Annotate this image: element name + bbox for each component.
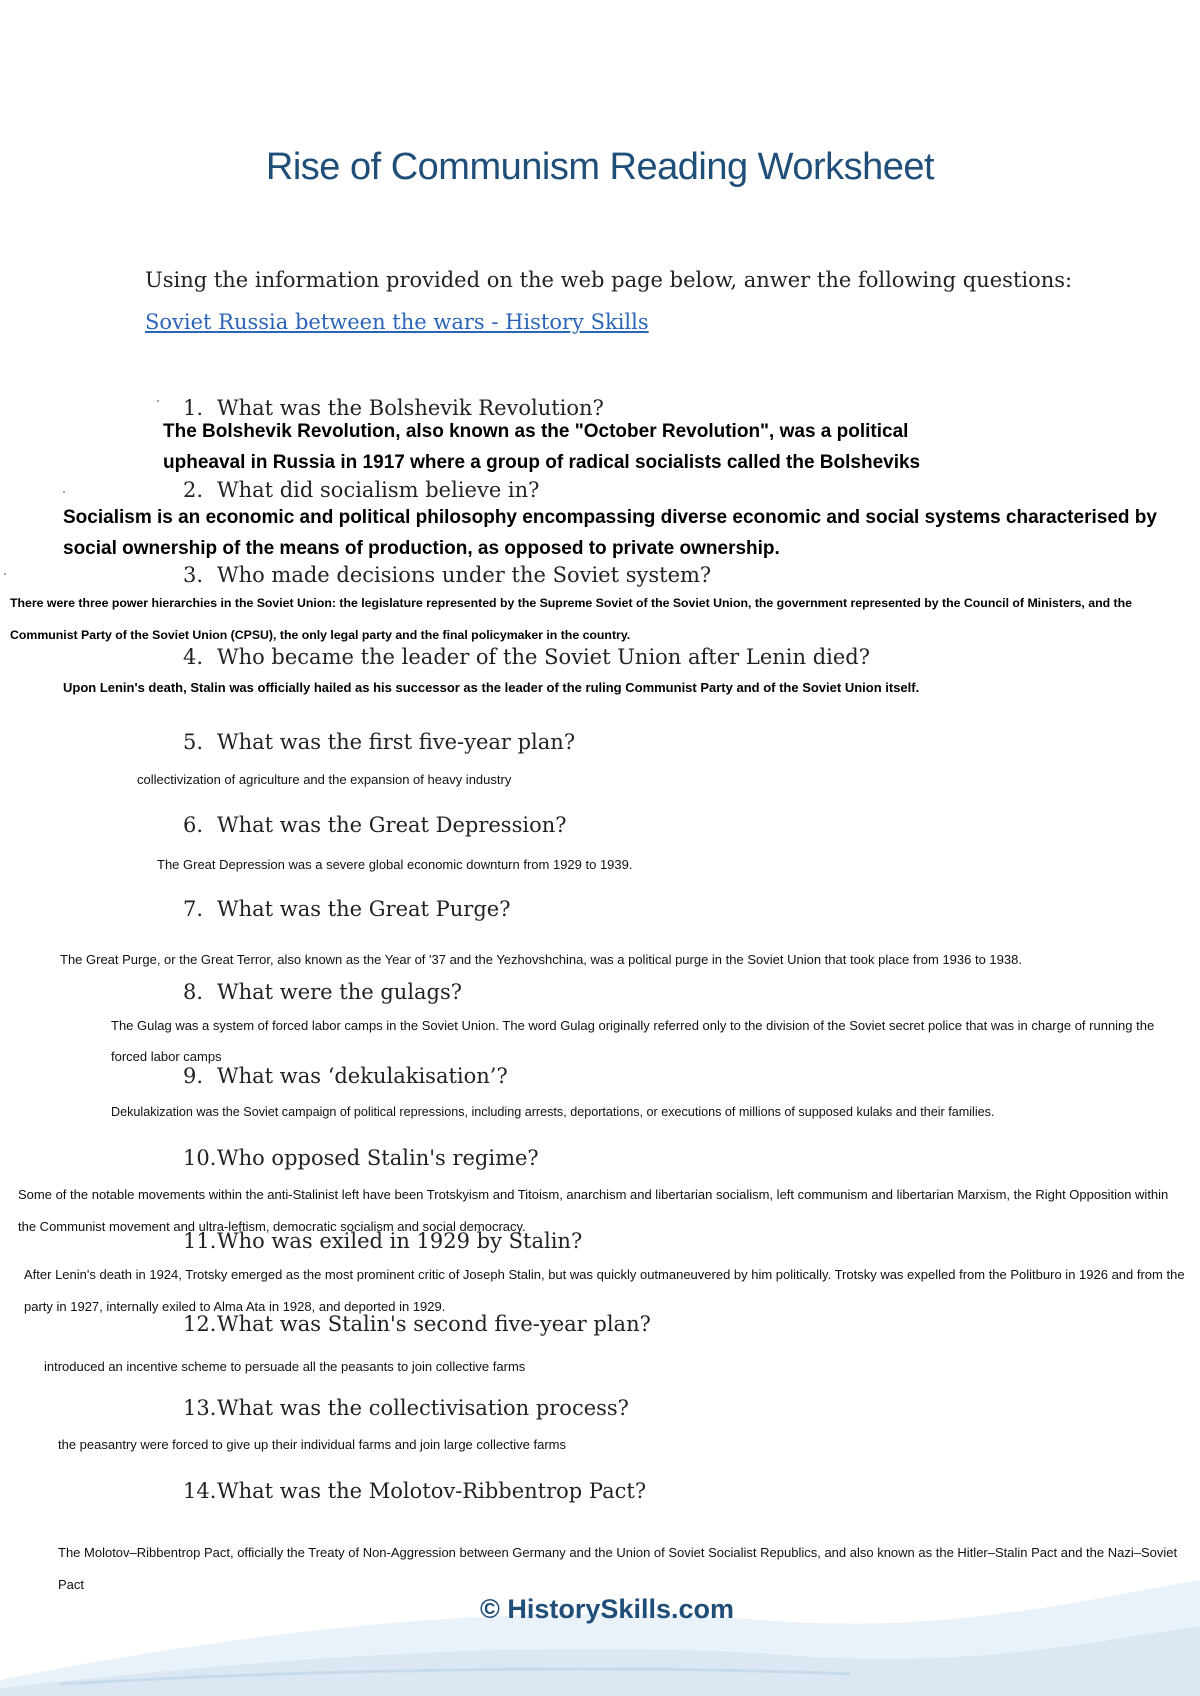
question-number: 4.: [183, 645, 204, 669]
question-number: 10.: [183, 1146, 217, 1170]
answer-6: The Great Depression was a severe global economic downturn from 1929 to 1939.: [157, 857, 633, 872]
question-10: [183, 1146, 539, 1170]
question-text: What was the Great Purge?: [217, 897, 511, 921]
question-text: What was the collectivisation process?: [217, 1396, 629, 1420]
question-text: What were the gulags?: [217, 980, 463, 1004]
question-text: What was the Great Depression?: [217, 813, 567, 837]
bullet-mark: [4, 573, 6, 575]
answer-14: The Molotov–Ribbentrop Pact, officially the Treaty of Non-Aggression between Germany and the Union of Soviet Socialist Republics, and also known as the Hitler–Stalin Pact and the Nazi–Soviet Pact: [58, 1545, 1178, 1592]
answer-12: introduced an incentive scheme to persuade all the peasants to join collective farms: [44, 1359, 526, 1374]
question-number: 3.: [183, 563, 204, 587]
answer-3: There were three power hierarchies in the Soviet Union: the legislature represented by the Supreme Soviet of the Soviet Union, the government represented by the Council of Ministers, and the Communist Party of the Soviet Union (CPSU), the only legal party and the final policymaker in the country.: [10, 596, 1132, 642]
footer-brand: © HistorySkills.com: [480, 1594, 734, 1624]
answer-9: Dekulakization was the Soviet campaign of political repressions, including arrests, deportations, or executions of millions of supposed kulaks and their families.: [111, 1105, 995, 1119]
question-12: [183, 1312, 651, 1336]
answer-7: The Great Purge, or the Great Terror, also known as the Year of '37 and the Yezhovshchina, was a political purge in the Soviet Union that took place from 1936 to 1938.: [60, 952, 1022, 967]
page-title: Rise of Communism Reading Worksheet: [265, 146, 935, 188]
source-link[interactable]: Soviet Russia between the wars - History Skills: [145, 310, 649, 334]
answer-11: After Lenin's death in 1924, Trotsky emerged as the most prominent critic of Joseph Stalin, but was quickly outmaneuvered by him politically. Trotsky was expelled from the Politburo in 1926 and from the party in 1927, internally exiled to Alma Ata in 1928, and deported in 1929.: [24, 1267, 1185, 1314]
question-13: [183, 1396, 629, 1420]
question-4: [183, 645, 870, 669]
question-text: Who opposed Stalin's regime?: [217, 1146, 539, 1170]
answer-8: The Gulag was a system of forced labor camps in the Soviet Union. The word Gulag originally referred only to the division of the Soviet secret police that was in charge of running the forced labor camps: [111, 1018, 1155, 1064]
question-7: [183, 897, 510, 921]
question-number: 13.: [183, 1396, 217, 1420]
question-number: 6.: [183, 813, 204, 837]
question-number: 9.: [183, 1064, 204, 1088]
question-text: What did socialism believe in?: [217, 478, 540, 502]
question-number: 7.: [183, 897, 204, 921]
question-14: [183, 1479, 646, 1503]
question-8: [183, 980, 462, 1004]
question-text: What was the Bolshevik Revolution?: [217, 396, 604, 420]
instructions: Using the information provided on the web page below, anwer the following questions:: [145, 268, 1073, 292]
question-text: What was the Molotov-Ribbentrop Pact?: [217, 1479, 647, 1503]
footer-wave: [0, 1560, 1200, 1696]
question-6: [183, 813, 567, 837]
question-11: [183, 1229, 582, 1253]
answer-2: Socialism is an economic and political philosophy encompassing diverse economic and social systems characterised by social ownership of the means of production, as opposed to private ownership.: [63, 507, 1157, 559]
question-2: [183, 478, 539, 502]
question-text: Who made decisions under the Soviet system?: [217, 563, 712, 587]
answer-4: Upon Lenin's death, Stalin was officially hailed as his successor as the leader of the ruling Communist Party and of the Soviet Union itself.: [63, 680, 920, 695]
question-5: [183, 730, 575, 754]
answer-1: The Bolshevik Revolution, also known as the "October Revolution", was a political upheaval in Russia in 1917 where a group of radical socialists called the Bolsheviks: [163, 421, 921, 473]
question-number: 1.: [183, 396, 204, 420]
question-3: [183, 563, 711, 587]
bullet-mark: [157, 400, 159, 402]
question-number: 14.: [183, 1479, 217, 1503]
answer-10: Some of the notable movements within the anti-Stalinist left have been Trotskyism and Titoism, anarchism and libertarian socialism, left communism and libertarian Marxism, the Right Opposition within the Communist movement and ultra-leftism, democratic socialism and social democracy.: [18, 1187, 1169, 1234]
question-number: 8.: [183, 980, 204, 1004]
question-number: 12.: [183, 1312, 217, 1336]
question-text: What was the first five-year plan?: [217, 730, 576, 754]
question-number: 11.: [183, 1229, 217, 1253]
question-number: 2.: [183, 478, 204, 502]
answer-13: the peasantry were forced to give up their individual farms and join large collective farms: [58, 1437, 566, 1452]
question-text: Who became the leader of the Soviet Union after Lenin died?: [217, 645, 870, 669]
question-9: [183, 1064, 508, 1088]
question-text: What was Stalin's second five-year plan?: [217, 1312, 651, 1336]
answer-5: collectivization of agriculture and the expansion of heavy industry: [137, 772, 512, 787]
bullet-mark: [63, 491, 65, 493]
question-number: 5.: [183, 730, 204, 754]
question-text: What was ‘dekulakisation’?: [217, 1064, 508, 1088]
question-text: Who was exiled in 1929 by Stalin?: [217, 1229, 583, 1253]
